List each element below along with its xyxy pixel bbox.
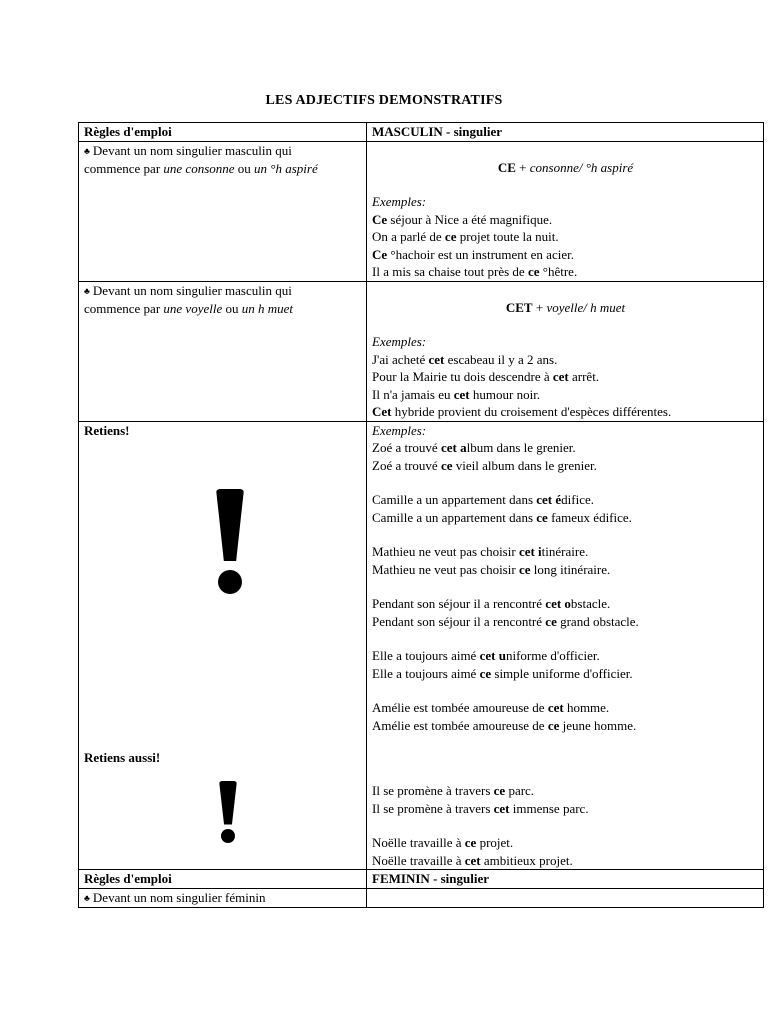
rule-line: commence par une voyelle ou un h muet (84, 301, 294, 316)
example-cell (367, 141, 764, 281)
retiens-label: Retiens! (84, 422, 130, 438)
table-row (79, 141, 764, 281)
retiens-aussi-label: Retiens aussi! (84, 750, 161, 765)
left-header: Règles d'emploi (79, 870, 367, 889)
example-line: Amélie est tombée amoureuse de cet homme. (372, 700, 610, 715)
example-line: Noëlle travaille à ce projet. (372, 835, 514, 850)
formula: CET + voyelle/ h muet (505, 299, 626, 315)
example-cell (367, 888, 764, 908)
clover-bullet-icon (84, 283, 93, 298)
right-header: FEMININ - singulier (367, 870, 764, 889)
example-line: Pour la Mairie tu dois descendre à cet arrêt. (372, 369, 600, 384)
retiens-cell (79, 421, 367, 870)
example-line: J'ai acheté cet escabeau il y a 2 ans. (372, 351, 558, 367)
example-cell (367, 421, 764, 870)
table-header-row (79, 123, 764, 142)
example-line: Ce °hachoir est un instrument en acier. (372, 246, 574, 262)
table-row (79, 281, 764, 421)
example-line: Il a mis sa chaise tout près de ce °hêtre. (372, 264, 578, 279)
example-line: Mathieu ne veut pas choisir ce long itinéraire. (372, 561, 611, 577)
exclamation-icon (84, 439, 362, 609)
page-title: LES ADJECTIFS DEMONSTRATIFS (265, 93, 503, 108)
example-line: Mathieu ne veut pas choisir cet itinéraire. (372, 544, 589, 559)
example-line: Camille a un appartement dans cet édifice. (372, 492, 594, 507)
example-line: Il se promène à travers cet immense parc. (372, 800, 589, 816)
formula: CE + consonne/ °h aspiré (497, 159, 634, 175)
table-header-row (79, 870, 764, 889)
rule-line: ♣ Devant un nom singulier masculin qui (84, 142, 362, 161)
left-header: Règles d'emploi (79, 123, 367, 142)
examples-label: Exemples: (372, 334, 427, 349)
example-line: Noëlle travaille à cet ambitieux projet. (372, 852, 573, 868)
example-cell (367, 281, 764, 421)
example-line: Elle a toujours aimé ce simple uniforme d'officier. (372, 665, 633, 681)
example-line: Elle a toujours aimé cet uniforme d'officier. (372, 648, 600, 663)
example-line: Il n'a jamais eu cet humour noir. (372, 386, 541, 402)
table-row (79, 421, 764, 870)
example-line: Zoé a trouvé ce vieil album dans le grenier. (372, 457, 597, 473)
example-line: Il se promène à travers ce parc. (372, 783, 535, 798)
rule-cell: ♣ Devant un nom singulier féminin (79, 888, 367, 908)
example-line: Zoé a trouvé cet album dans le grenier. (372, 440, 576, 455)
rule-cell (79, 281, 367, 421)
examples-label: Exemples: (372, 422, 427, 438)
exclamation-icon (84, 767, 362, 842)
rule-line: commence par une consonne ou un °h aspiré (84, 161, 318, 176)
example-line: Ce séjour à Nice a été magnifique. (372, 211, 553, 227)
example-line: Amélie est tombée amoureuse de ce jeune homme. (372, 717, 637, 733)
example-line: On a parlé de ce projet toute la nuit. (372, 229, 559, 244)
clover-bullet-icon (84, 890, 93, 905)
rules-table (78, 122, 764, 908)
right-header: MASCULIN - singulier (367, 123, 764, 142)
example-line: Pendant son séjour il a rencontré cet obstacle. (372, 596, 611, 611)
example-line: Camille a un appartement dans ce fameux édifice. (372, 509, 632, 525)
table-row (79, 888, 764, 908)
example-line: Cet hybride provient du croisement d'espèces différentes. (372, 404, 672, 419)
examples-label: Exemples: (372, 194, 427, 209)
rule-cell (79, 141, 367, 281)
clover-bullet-icon (84, 143, 93, 158)
rule-line: ♣ Devant un nom singulier masculin qui (84, 282, 362, 301)
example-line: Pendant son séjour il a rencontré ce grand obstacle. (372, 613, 639, 629)
